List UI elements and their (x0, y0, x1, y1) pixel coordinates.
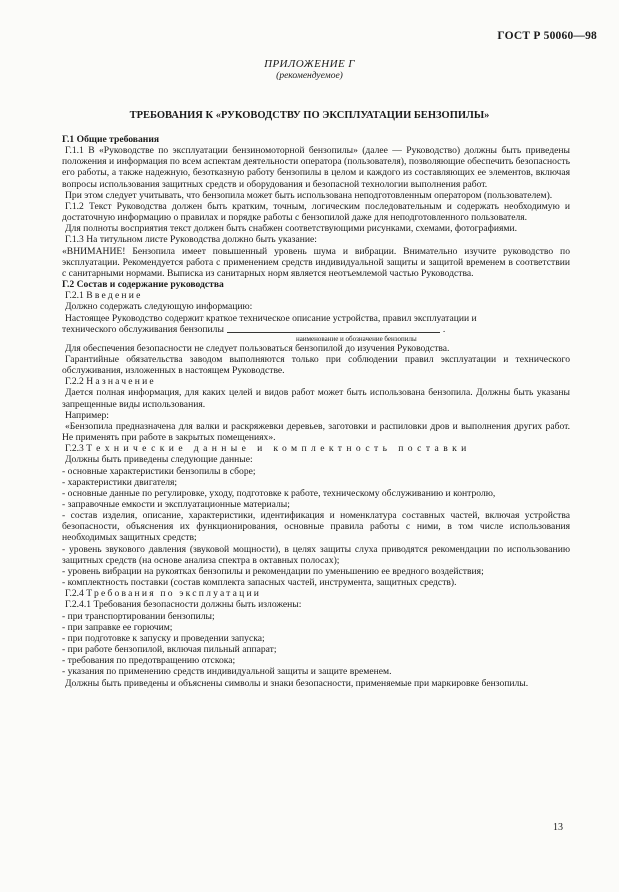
list-item: - уровень звукового давления (звуковой мощности), в целях защиты слуха приводятся рекомендации по использованию защитных средств (на основе анализа спектра в октавных полосах); (62, 543, 570, 566)
fill-in-row (62, 324, 570, 335)
section-heading: Г.1 Общие требования (62, 134, 160, 145)
paragraph: Гарантийные обязательства заводом выполняются только при соблюдении правил эксплуатации и технического обслуживания, изложенных в настоящем Руководстве. (62, 353, 570, 377)
list-item: - при работе бензопилой, включая пильный аппарат; (62, 644, 277, 656)
paragraph: Должны быть приведены следующие данные: (65, 454, 253, 466)
paragraph: Г.1.2 Текст Руководства должен быть кратким, точным, логическим последовательным и содержать необходимую и достаточную информацию о правилах и порядке работы с бензопилой даже для неподготовленного пользователя. (62, 200, 570, 224)
page-number: 13 (553, 822, 563, 833)
paragraph: Г.2.4.1 Требования безопасности должны быть изложены: (65, 599, 302, 611)
document-body (62, 134, 570, 689)
paragraph: Настоящее Руководство содержит краткое техническое описание устройства, правил эксплуатации и (65, 312, 477, 324)
paragraph-fragment-end: . (442, 323, 446, 335)
subsection-title: Назначение (86, 376, 156, 388)
list-item: - уровень вибрации на рукоятках бензопилы и рекомендации по уменьшению ее вредного воздействия; (62, 565, 484, 577)
list-item: - состав изделия, описание, характеристики, идентификация и номенклатура составных частей, включая устройства безопасности, объяснения их функционирования, основные правила работы с ними, в том числе использования необходимых защитных средств; (62, 510, 570, 544)
list-item: - характеристики двигателя; (62, 476, 178, 488)
subsection-number: Г.2.3 (65, 443, 84, 455)
list-item: - комплектность поставки (состав комплекта запасных частей, инструмента, защитных средств). (62, 577, 457, 589)
paragraph: Г.1.1 В «Руководстве по эксплуатации бензиномоторной бензопилы» (далее — Руководство) должны быть приведены положения и информация по всем аспектам деятельности оператора (пользователя), позволяющие обеспечить безопасность его работы, а также надежную, безотказную работу бензопилы в целом и каждого из составляющих ее элементов, включая вопросы использования защитных средств и оборудования и безопасной технологии выполнения работ. (62, 145, 570, 190)
list-item: - при подготовке к запуску и проведении запуска; (62, 632, 265, 644)
appendix-subtitle: (рекомендуемое) (276, 71, 343, 81)
paragraph: Дается полная информация, для каких целей и видов работ может быть использована бензопила. Должны быть указаны запрещенные виды использования. (62, 387, 570, 410)
subsection-number: Г.2.1 (65, 290, 84, 302)
subsection-title: Технические данные и комплектность поставки (86, 443, 471, 455)
section-heading: Г.2 Состав и содержание руководства (62, 279, 224, 291)
list-item: - при транспортировании бензопилы; (62, 610, 215, 622)
subsection-number: Г.2.2 (65, 376, 84, 388)
paragraph-fragment: технического обслуживания бензопилы (62, 323, 224, 335)
list-item: - при заправке ее горючим; (62, 621, 173, 633)
subsection-heading (62, 443, 570, 454)
subsection-title: Введение (86, 290, 143, 302)
subsection-heading (62, 290, 570, 301)
paragraph: Для полноты восприятия текст должен быть снабжен соответствующими рисунками, схемами, фотографиями. (65, 223, 517, 235)
warning-paragraph: «ВНИМАНИЕ! Бензопила имеет повышенный уровень шума и вибрации. Внимательно изучите руководство по эксплуатации. Рекомендуется работа с применением средств индивидуальной защиты и защитой временем в соответствии с санитарными нормами. Выписка из санитарных норм является неотъемлемой частью Руководства. (62, 245, 570, 279)
list-item: - указания по применению средств индивидуальной защиты и защите временем. (62, 666, 392, 678)
subsection-number: Г.2.4 (65, 588, 84, 600)
fill-in-caption: наименование и обозначение бензопилы (296, 334, 417, 343)
standard-header: ГОСТ Р 50060—98 (497, 30, 597, 42)
list-item: - заправочные емкости и эксплуатационные материалы; (62, 499, 290, 510)
appendix-title: ПРИЛОЖЕНИЕ Г (264, 58, 355, 70)
paragraph: Должно содержать следующую информацию: (65, 301, 253, 313)
paragraph: Например: (65, 409, 109, 421)
subsection-title: Требования по эксплуатации (86, 588, 262, 600)
list-item: - основные данные по регулировке, уходу, подготовке к работе, техническому обслуживанию и контролю, (62, 487, 496, 499)
paragraph: Г.1.3 На титульном листе Руководства должно быть указание: (65, 234, 317, 246)
paragraph: «Бензопила предназначена для валки и раскряжевки деревьев, заготовки и распиловки дров и выполнения других работ. Не применять при работе в закрытых помещениях». (62, 420, 570, 444)
list-item: - требования по предотвращению отскока; (62, 655, 236, 667)
fill-in-line (227, 324, 440, 333)
main-title: ТРЕБОВАНИЯ К «РУКОВОДСТВУ ПО ЭКСПЛУАТАЦИИ БЕНЗОПИЛЫ» (129, 110, 490, 121)
list-item: - основные характеристики бензопилы в сборе; (62, 465, 256, 477)
paragraph: Должны быть приведены и объяснены символы и знаки безопасности, применяемые при маркировке бензопилы. (65, 677, 529, 689)
subsection-heading (62, 376, 570, 387)
paragraph: Для обеспечения безопасности не следует пользоваться бензопилой до изучения Руководства. (65, 342, 450, 354)
subsection-heading (62, 588, 570, 599)
paragraph: При этом следует учитывать, что бензопила может быть использована неподготовленным оператором (пользователем). (65, 189, 553, 201)
